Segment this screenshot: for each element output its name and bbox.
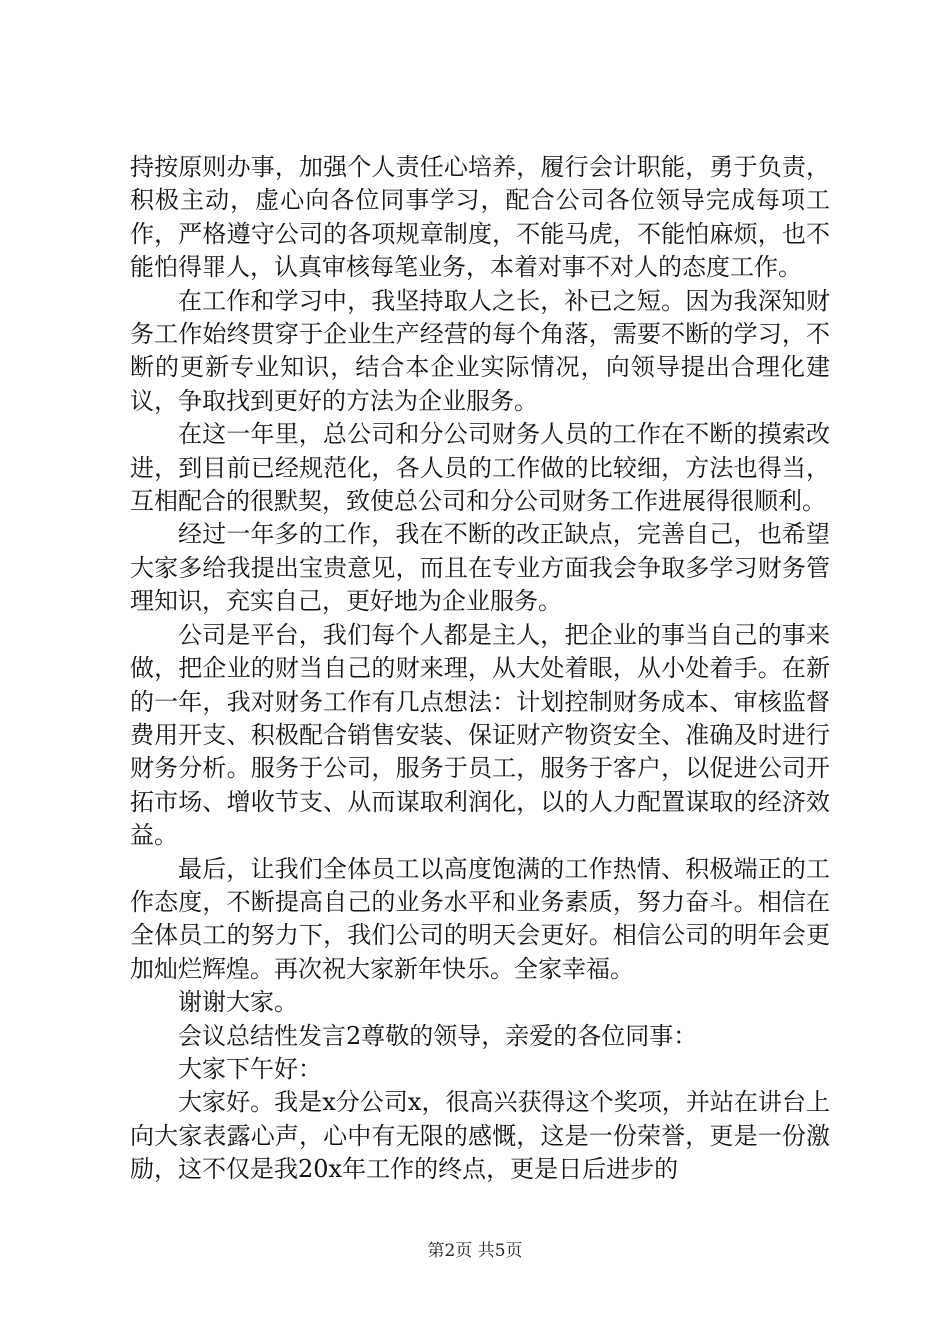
paragraph-7: 谢谢大家。 — [178, 988, 298, 1017]
paragraph-3: 在这一年里，总公司和分公司财务人员的工作在不断的摸索改进，到目前已经规范化，各人员的工作做的比较细，方法也得当，互相配合的很默契，致使总公司和分公司财务工作进展得很顺利。 — [130, 420, 830, 516]
document-body — [130, 151, 830, 1187]
paragraph-2: 在工作和学习中，我坚持取人之长，补已之短。因为我深知财务工作始终贯穿于企业生产经营的每个角落，需要不断的学习，不断的更新专业知识，结合本企业实际情况，向领导提出合理化建议，争取找到更好的方法为企业服务。 — [130, 286, 830, 415]
paragraph-8: 会议总结性发言2尊敬的领导，亲爱的各位同事： — [178, 1021, 698, 1050]
page-number-label: 第2页 共5页 — [427, 1241, 523, 1261]
paragraph-6: 最后，让我们全体员工以高度饱满的工作热情、积极端正的工作态度，不断提高自己的业务水平和业务素质，努力奋斗。相信在全体员工的努力下，我们公司的明天会更好。相信公司的明年会更加灿烂辉煌。再次祝大家新年快乐。全家幸福。 — [130, 854, 830, 983]
page-footer — [0, 1240, 950, 1262]
paragraph-5: 公司是平台，我们每个人都是主人，把企业的事当自己的事来做，把企业的财当自己的财来理，从大处着眼，从小处着手。在新的一年，我对财务工作有几点想法：计划控制财务成本、审核监督费用开支、积极配合销售安装、保证财产物资安全、准确及时进行财务分析。服务于公司，服务于员工，服务于客户，以促进公司开拓市场、增收节支、从而谋取利润化，以的人力配置谋取的经济效益。 — [130, 620, 830, 850]
paragraph-10: 大家好。我是x分公司x，很高兴获得这个奖项，并站在讲台上向大家表露心声，心中有无限的感慨，这是一份荣誉，更是一份激励，这不仅是我20x年工作的终点，更是日后进步的 — [130, 1088, 830, 1184]
paragraph-4: 经过一年多的工作，我在不断的改正缺点，完善自己，也希望大家多给我提出宝贵意见，而且在专业方面我会争取多学习财务管理知识，充实自己，更好地为企业服务。 — [130, 520, 830, 616]
paragraph-9: 大家下午好： — [178, 1054, 322, 1083]
paragraph-1: 持按原则办事，加强个人责任心培养，履行会计职能，勇于负责，积极主动，虚心向各位同事学习，配合公司各位领导完成每项工作，严格遵守公司的各项规章制度，不能马虎，不能怕麻烦，也不能怕得罪人，认真审核每笔业务，本着对事不对人的态度工作。 — [130, 153, 830, 282]
